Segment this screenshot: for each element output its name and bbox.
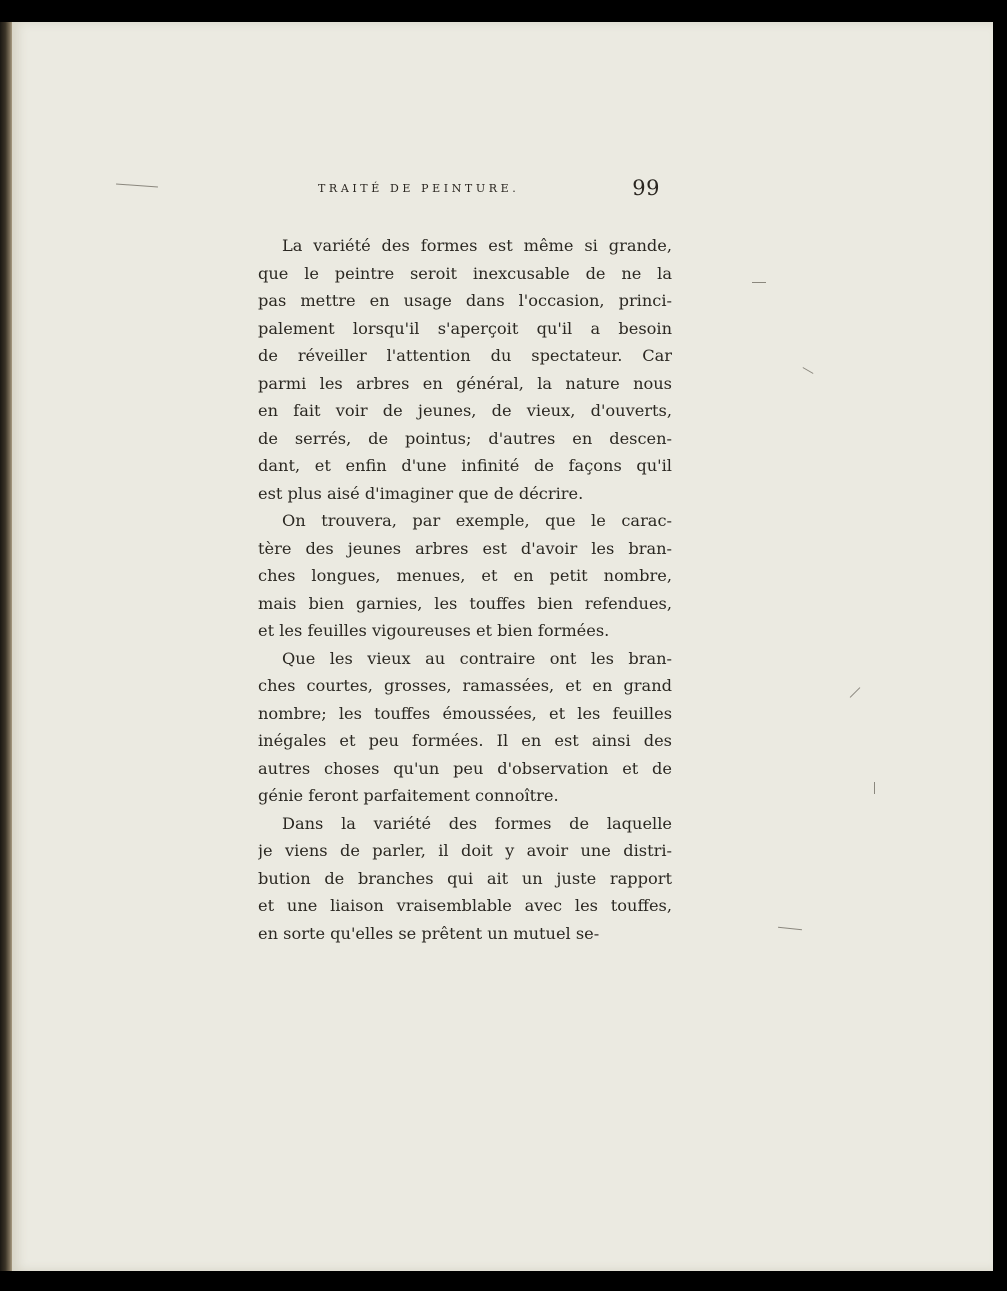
text-line: et une liaison vraisemblable avec les touffes,: [258, 896, 672, 915]
page-number: 99: [632, 176, 660, 200]
paper-mark: [850, 687, 861, 698]
text-line: autres choses qu'un peu d'observation et de: [258, 758, 672, 778]
text-line: inégales et peu formées. Il en est ainsi des: [258, 731, 672, 750]
text-line: je viens de parler, il doit y avoir une distri-: [258, 841, 672, 860]
body-text: [258, 232, 672, 947]
paragraph: [258, 232, 672, 507]
text-line: de réveiller l'attention du spectateur. Car: [258, 346, 672, 365]
page-header: [316, 176, 660, 206]
paper-mark: [752, 282, 766, 283]
text-line: tère des jeunes arbres est d'avoir les bran-: [258, 538, 672, 558]
book-spine-edge: [0, 22, 12, 1271]
text-line: est plus aisé d'imaginer que de décrire.: [258, 483, 584, 503]
paper-mark: [803, 367, 814, 374]
text-line: bution de branches qui ait un juste rapport: [258, 868, 672, 888]
text-line: La variété des formes est même si grande,: [282, 236, 672, 255]
paper-mark: [874, 782, 875, 794]
text-line: que le peintre seroit inexcusable de ne la: [258, 263, 672, 283]
text-line: génie feront parfaitement connoître.: [258, 786, 559, 805]
paper-mark: [116, 184, 158, 188]
text-line: et les feuilles vigoureuses et bien formées.: [258, 621, 610, 640]
text-line: pas mettre en usage dans l'occasion, princi-: [258, 291, 672, 310]
text-line: Que les vieux au contraire ont les bran-: [282, 648, 672, 668]
text-line: ches longues, menues, et en petit nombre,: [258, 566, 672, 585]
text-line: ches courtes, grosses, ramassées, et en grand: [258, 676, 672, 695]
text-line: palement lorsqu'il s'aperçoit qu'il a besoin: [258, 318, 672, 338]
paragraph: [258, 810, 672, 948]
text-line: Dans la variété des formes de laquelle: [282, 813, 672, 833]
text-line: en fait voir de jeunes, de vieux, d'ouverts,: [258, 401, 672, 420]
text-line: en sorte qu'elles se prêtent un mutuel se-: [258, 923, 600, 943]
paragraph: [258, 507, 672, 645]
text-line: On trouvera, par exemple, que le carac-: [282, 511, 672, 530]
paragraph: [258, 645, 672, 810]
text-line: nombre; les touffes émoussées, et les feuilles: [258, 703, 672, 723]
paper-mark: [778, 927, 802, 931]
running-title: TRAITÉ DE PEINTURE.: [318, 182, 520, 195]
text-line: dant, et enfin d'une infinité de façons qu'il: [258, 456, 672, 475]
text-line: parmi les arbres en général, la nature nous: [258, 373, 672, 393]
text-line: de serrés, de pointus; d'autres en descen-: [258, 428, 672, 448]
text-line: mais bien garnies, les touffes bien refendues,: [258, 593, 672, 613]
